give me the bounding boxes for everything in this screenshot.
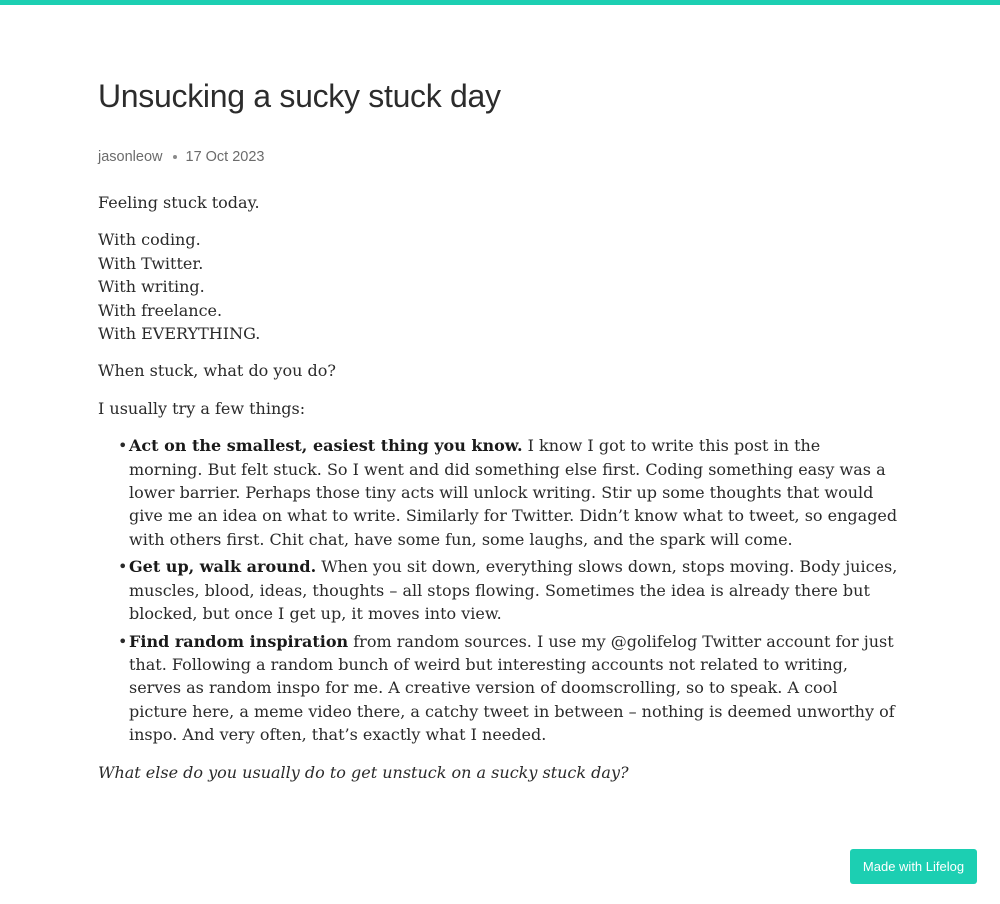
bullet-marker: •: [118, 631, 128, 651]
meta-separator-dot: [173, 155, 177, 159]
list-item: [118, 630, 898, 747]
with-line: With EVERYTHING.: [98, 324, 261, 344]
post-date: 17 Oct 2023: [185, 149, 265, 165]
top-accent-bar: [0, 0, 1000, 5]
post-title: Unsucking a sucky stuck day: [98, 78, 501, 114]
list-item: [118, 555, 898, 625]
with-line: With Twitter.: [98, 253, 204, 273]
list-item-text: from random sources. I use my @golifelog Twitter account for just that. Following a random bunch of weird but interesting accounts not related to writing, serves as random inspo for me. A creative version of doomscrolling, so to speak. A cool picture here, a meme video there, a catchy tweet in between – nothing is deemed unworthy of inspo. And very often, that’s exactly what I needed.: [129, 631, 895, 745]
with-list-paragraph: [98, 228, 898, 345]
with-line: With writing.: [98, 277, 205, 297]
list-item-lead: Act on the smallest, easiest thing you know.: [129, 436, 523, 456]
bullet-marker: •: [118, 557, 128, 577]
bullet-marker: •: [118, 436, 128, 456]
made-with-lifelog-button[interactable]: Made with Lifelog: [850, 849, 977, 884]
list-item-text: I know I got to write this post in the morning. But felt stuck. So I went and did something else first. Coding something easy was a lower barrier. Perhaps those tiny acts will unlock writing. Stir up some thoughts that would give me an idea on what to write. Similarly for Twitter. Didn’t know what to tweet, so engaged with others first. Chit chat, have some fun, some laughs, and the spark will come.: [129, 436, 898, 549]
author-link[interactable]: jasonleow: [98, 149, 163, 165]
post-article: [98, 72, 898, 798]
list-item-lead: Get up, walk around.: [129, 557, 317, 577]
list-item: [118, 434, 898, 551]
list-item-text: When you sit down, everything slows down, stops moving. Body juices, muscles, blood, ideas, thoughts – all stops flowing. Sometimes the idea is already there but blocked, but once I get up, it moves into view.: [129, 557, 898, 624]
with-line: With coding.: [98, 230, 201, 250]
post-meta: [98, 147, 898, 167]
lead-in-paragraph: I usually try a few things:: [98, 398, 306, 418]
intro-paragraph: Feeling stuck today.: [98, 193, 260, 212]
list-item-lead: Find random inspiration: [129, 631, 349, 651]
question-paragraph: When stuck, what do you do?: [98, 361, 336, 381]
post-body: [98, 191, 898, 784]
closing-question: What else do you usually do to get unstuck on a sucky stuck day?: [98, 762, 629, 782]
tips-list: [98, 434, 898, 746]
with-line: With freelance.: [98, 300, 223, 320]
